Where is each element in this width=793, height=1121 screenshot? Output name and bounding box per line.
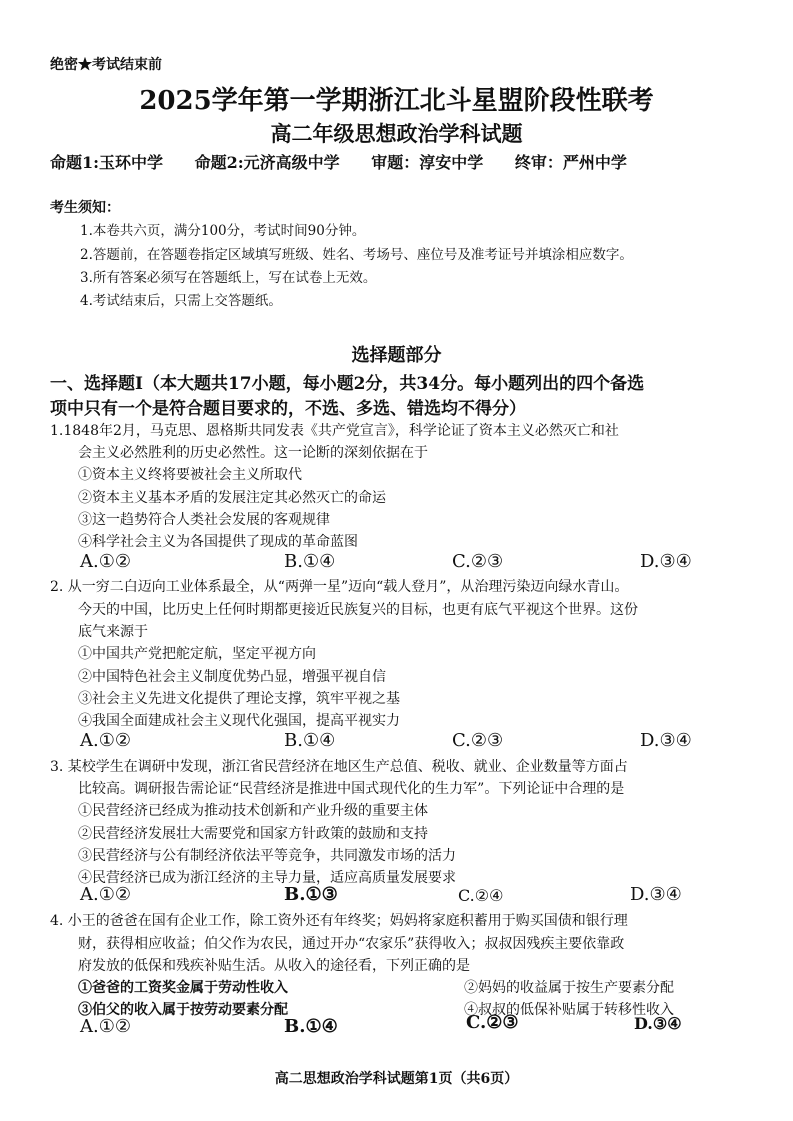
confidential-mark: 绝密★考试结束前 (50, 57, 162, 73)
question-3-option: ③民营经济与公有制经济依法平等竞争，共同激发市场的活力 (78, 848, 456, 864)
question-1-option: ②资本主义基本矛盾的发展注定其必然灭亡的命运 (78, 490, 386, 506)
answer-choice-d: D.③④ (630, 884, 682, 905)
question-4-stem: 财，获得相应收益；伯父作为农民，通过开办“农家乐”获得收入；叔叔因残疾主要依靠政 (78, 936, 625, 952)
author-3: 审题：淳安中学 (371, 153, 484, 172)
answer-choice-a: A.①② (80, 730, 131, 751)
question-3-option: ②民营经济发展壮大需要党和国家方针政策的鼓励和支持 (78, 826, 428, 842)
notice-item: 3.所有答案必须写在答题纸上，写在试卷上无效。 (80, 270, 377, 286)
answer-choice-c: C.②③ (452, 730, 504, 751)
answer-choice-b: B.①④ (284, 1016, 338, 1037)
exam-title: 2025学年第一学期浙江北斗星盟阶段性联考 (139, 86, 654, 116)
notice-item: 1.本卷共六页，满分100分，考试时间90分钟。 (80, 223, 366, 239)
answer-choice-b: B.①④ (284, 551, 336, 572)
question-3-stem: 比较高。调研报告需论证“民营经济是推进中国式现代化的生力军”。下列论证中合理的是 (78, 781, 625, 797)
question-2-option: ②中国特色社会主义制度优势凸显，增强平视自信 (78, 669, 386, 685)
answer-choice-c: C.②④ (458, 886, 504, 905)
authors-line (50, 150, 653, 173)
question-4-stem: 4. 小王的爸爸在国有企业工作，除工资外还有年终奖；妈妈将家庭积蓄用于购买国债和银行理 (50, 913, 628, 929)
notice-heading: 考生须知： (50, 200, 120, 216)
answer-choice-a: A.①② (80, 551, 131, 572)
question-4-option: ③伯父的收入属于按劳动要素分配 (78, 1002, 288, 1018)
question-1-option: ①资本主义终将要被社会主义所取代 (78, 467, 302, 483)
answer-choice-d: D.③④ (634, 1014, 682, 1033)
question-3-stem: 3. 某校学生在调研中发现，浙江省民营经济在地区生产总值、税收、就业、企业数量等方面占 (50, 759, 628, 775)
question-2-option: ④我国全面建成社会主义现代化强国，提高平视实力 (78, 713, 400, 729)
question-4-stem: 府发放的低保和残疾补贴生活。从收入的途径看，下列正确的是 (78, 958, 470, 974)
question-1-stem: 会主义必然胜利的历史必然性。这一论断的深刻依据在于 (78, 445, 428, 461)
answer-choice-c: C.②③ (466, 1012, 519, 1033)
question-2-option: ①中国共产党把舵定航，坚定平视方向 (78, 646, 316, 662)
part-heading-line-1: 一、选择题Ⅰ（本大题共17小题，每小题2分，共34分。每小题列出的四个备选 (50, 374, 645, 394)
question-2-option: ③社会主义先进文化提供了理论支撑，筑牢平视之基 (78, 691, 400, 707)
answer-choice-b: B.①③ (284, 884, 338, 905)
question-1-option: ③这一趋势符合人类社会发展的客观规律 (78, 512, 330, 528)
question-4-option: ④叔叔的低保补贴属于转移性收入 (464, 1002, 674, 1018)
author-1: 命题1:玉环中学 (50, 153, 164, 172)
question-3-option: ①民营经济已经成为推动技术创新和产业升级的重要主体 (78, 803, 428, 819)
exam-subtitle: 高二年级思想政治学科试题 (270, 121, 523, 146)
notice-item: 2.答题前，在答题卷指定区域填写班级、姓名、考场号、座位号及准考证号并填涂相应数字。 (80, 247, 633, 263)
author-2: 命题2:元济高级中学 (194, 153, 340, 172)
question-1-stem: 1.1848年2月，马克思、恩格斯共同发表《共产党宣言》，科学论证了资本主义必然灭亡和社 (50, 423, 619, 439)
answer-choice-b: B.①④ (284, 730, 336, 751)
question-4-option: ①爸爸的工资奖金属于劳动性收入 (78, 980, 288, 996)
answer-choice-d: D.③④ (640, 730, 692, 751)
question-4-option: ②妈妈的收益属于按生产要素分配 (464, 980, 674, 996)
question-3-option: ④民营经济已成为浙江经济的主导力量，适应高质量发展要求 (78, 870, 456, 886)
notice-item: 4.考试结束后，只需上交答题纸。 (80, 293, 282, 309)
question-2-stem: 底气来源于 (78, 624, 148, 640)
answer-choice-c: C.②③ (452, 551, 504, 572)
section-title: 选择题部分 (351, 345, 442, 366)
author-4: 终审：严州中学 (514, 153, 627, 172)
answer-choice-a: A.①② (80, 1016, 131, 1037)
part-heading-line-2: 项中只有一个是符合题目要求的，不选、多选、错选均不得分） (50, 399, 526, 419)
question-1-option: ④科学社会主义为各国提供了现成的革命蓝图 (78, 534, 358, 550)
question-2-stem: 2. 从一穷二白迈向工业体系最全，从“两弹一星”迈向“载人登月”，从治理污染迈向绿水青山。 (50, 579, 629, 595)
answer-choice-a: A.①② (80, 884, 131, 905)
question-2-stem: 今天的中国，比历史上任何时期都更接近民族复兴的目标，也更有底气平视这个世界。这份 (78, 602, 638, 618)
page-footer: 高二思想政治学科试题第1页（共6页） (274, 1071, 519, 1087)
answer-choice-d: D.③④ (640, 551, 692, 572)
